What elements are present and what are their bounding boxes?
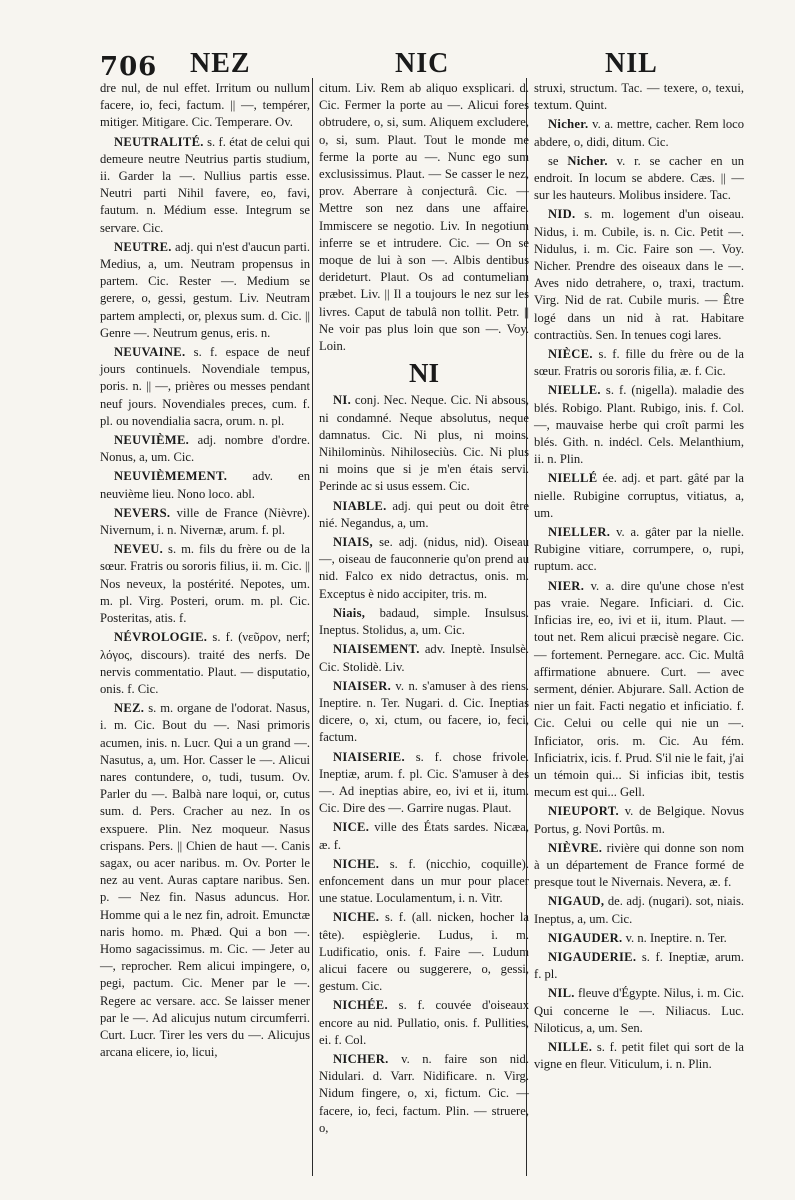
headword: NIAISER. [333, 678, 392, 693]
dictionary-entry [319, 856, 529, 908]
dictionary-entry [100, 432, 310, 466]
dictionary-entry [319, 749, 529, 818]
dictionary-entry [100, 80, 310, 132]
entry-text: v. n. s'amuser à des riens. Ineptire. n. Ter. Nugari. d. Cic. Ineptias dicere, o, xi, ctum, ou facere, io, feci, factum. [319, 678, 529, 745]
dictionary-entry [534, 985, 744, 1037]
dictionary-entry [534, 578, 744, 802]
dictionary-entry [319, 678, 529, 747]
headword: NIGAUDERIE. [548, 949, 637, 964]
entry-text: v. de Belgique. Novus Portus, g. Novi Portûs. m. [534, 804, 744, 836]
headword: Nicher. [567, 153, 608, 168]
headword: NID. [548, 207, 576, 222]
headword: NIL. [548, 986, 575, 1001]
section-heading: NI [408, 358, 439, 389]
entry-text: s. f. fille du frère ou de la sœur. Fratris ou sororis filia, æ. f. Cic. [534, 347, 744, 379]
entry-text: rivière qui donne son nom à un département de France formé de presque tout le Nivernais. Nevera, æ. f. [534, 840, 744, 890]
dictionary-entry [100, 239, 310, 342]
running-head-left: NEZ [190, 48, 251, 79]
entry-text: fleuve d'Égypte. Nilus, i. m. Cic. Qui concerne le —. Niliacus. Luc. Niloticus, a, um. Sen. [534, 986, 744, 1035]
entry-text: s. f. espace de neuf jours continuels. Novendiale tempus, poris. n. || —, prières ou messes pendant neuf jours. Novendiales preces, cum. f. pl. ou novendialia sacra, orum. n. pl. [100, 345, 310, 428]
dictionary-entry [100, 629, 310, 698]
headword: NICHER. [333, 1051, 389, 1066]
page-header [0, 0, 795, 80]
headword: NIELLER. [548, 525, 611, 540]
dictionary-entry [319, 819, 529, 853]
dictionary-entry [100, 344, 310, 430]
headword: NEVEU. [114, 542, 164, 557]
dictionary-entry [319, 641, 529, 675]
entry-text: s. f. Ineptiæ, arum. f. pl. [534, 949, 744, 982]
column-2 [319, 80, 529, 1139]
dictionary-entry [534, 470, 744, 522]
headword: NEZ. [114, 701, 145, 716]
entry-text: s. f. état de celui qui demeure neutre Neutrius partis studium, ii. Garder la —. Nullius partis esse. Neutri parti Nihil favere, eo, favi, fautum. n. Médium esse. Integrum se servare. Cic. [100, 134, 310, 235]
headword: NIAISEMENT. [333, 642, 420, 657]
entry-text: s. m. organe de l'odorat. Nasus, i. m. Cic. Bout du —. Nasi primoris acumen, inis. n. Lucr. Qui a un grand —. Nasutus, a, um. Hor. Casser le —. Alicui nares contundere, o, tudi, tusum. Ov. Parler du —. Balbà nare loqui, or, cutus sum. d. Pers. Cracher au nez. In os exspuere. Plin. Nez moqueur. Nasus crispans. Pers. || Chien de haut —. Canis sagax, ou acer naribus. m. Ov. Porter le nez au vent. Auras captare naribus. Sen. p. — Nez fin. Nasus aduncus. Hor. Homme qui a le nez fin, adroit. Emunctæ naris homo. m. Phæd. Qui a bon —. Homo sagacissimus. m. Cic. — Jeter au —, reprocher. Rem alicui impingere, o, pegi, pactum. Cic. Mener par le —. Regere ac versare. acc. Se laisser mener par le —. Ad alicujus nutum circumferri. Curt. Lucr. Tirer les vers du —. Alicujus arcana elicere, io, licui, [100, 701, 310, 1060]
headword: NI. [333, 393, 352, 408]
headword: NIEUPORT. [548, 804, 619, 819]
dictionary-entry [319, 392, 529, 495]
entry-text: v. a. mettre, cacher. Rem loco abdere, o, didi, ditum. Cic. [534, 117, 744, 149]
headword: NICHÉE. [333, 998, 388, 1013]
entry-text: adj. qui peut ou doit être nié. Negandus, a, um. [319, 498, 529, 530]
dictionary-entry [534, 382, 744, 468]
dictionary-entry [100, 505, 310, 539]
headword: NEUTRE. [114, 239, 172, 254]
headword: NILLE. [548, 1039, 593, 1054]
page-number: 706 [100, 52, 158, 82]
headword: NIABLE. [333, 498, 387, 513]
entry-text: s. f. couvée d'oiseaux encore au nid. Pullatio, onis. f. Pullities, ei. f. Col. [319, 998, 529, 1047]
headword: NICHE. [333, 856, 380, 871]
column-3 [534, 80, 744, 1075]
headword: Nicher. [548, 117, 589, 132]
entry-text: v. a. dire qu'une chose n'est pas vraie. Negare. Inficiari. d. Cic. Inficias ire, eo, ivi et ii, itum. Plaut. — tout net. Rem alicui præcisè negare. Cic. — fortement. Pernegare. acc. Cic. Multâ affirmatione abnuere. Curt. — avec serment, dénier. Abjurare. Sall. Action de nier un fait. Facti negatio et inficiatio. f. Cic. Celui ou celle qui nie un —. Inficiator, oris. m. Cic. Au fém. Inficiatrix, icis. f. Prud. S'il nie le fait, j'ai un témoin qui... Si inficias ibit, testis mecum est qui... Gell. [534, 578, 744, 800]
entry-text: s. f. chose frivole. Ineptiæ, arum. f. pl. Cic. S'amuser à des —. Ad ineptias abire, eo, ivi et ii, itum. Cic. Dire des —. Garrire nugas. Plaut. [319, 749, 529, 816]
headword: NIAISERIE. [333, 749, 405, 764]
entry-text: conj. Nec. Neque. Cic. Ni absous, ni condamné. Neque absolutus, neque damnatus. Cic. Ni plus, ni moins. Nihilominùs. Nihiloseciùs. Cic. Ni plus ni moins que si je m'en étais servi. Perinde ac si usus essem. Cic. [319, 393, 529, 494]
dictionary-entry [534, 949, 744, 983]
entry-text: badaud, simple. Insulsus. Ineptus. Stolidus, a, um. Cic. [319, 605, 529, 638]
entry-text: s. m. fils du frère ou de la sœur. Fratris ou sororis filius, ii. m. Cic. || Nos neveux, la postérité. Nepotes, um. m. pl. Virg. Posteri, orum. m. pl. Cic. Posteritas, atis. f. [100, 542, 310, 626]
column-divider-1 [312, 78, 313, 1176]
dictionary-entry [534, 206, 744, 344]
headword: NIAIS, [333, 535, 373, 550]
dictionary-entry [319, 498, 529, 532]
entry-text: adj. nombre d'ordre. Nonus, a, um. Cic. [100, 433, 310, 465]
column-1 [100, 80, 310, 1063]
entry-text: de. adj. (nugari). sot, niais. Ineptus, a, um. Cic. [534, 894, 744, 926]
headword: NEUVIÈMEMENT. [114, 469, 228, 484]
dictionary-entry [534, 1039, 744, 1073]
entry-text: s. f. (νεῦρον, nerf; λόγος, discours). traité des nerfs. De nervis commentatio. Plaut. — disputatio, onis. f. Cic. [100, 630, 310, 696]
headword: NÉVROLOGIE. [114, 630, 208, 645]
dictionary-entry [534, 840, 744, 892]
entry-text: dre nul, de nul effet. Irritum ou nullum facere, io, feci, factum. || —, tempérer, mitiger. Mitigare. Cic. Temperare. Ov. [100, 81, 310, 130]
dictionary-entry [534, 893, 744, 927]
headword: NICE. [333, 820, 370, 835]
headword: NIELLÉ [548, 471, 598, 486]
headword: NIGAUD, [548, 894, 605, 909]
headword: NIGAUDER. [548, 930, 623, 945]
entry-text: v. n. faire son nid. Nidulari. d. Varr. Nidificare. n. Virg. Nidum fingere, o, xi, fictum. Cic. — facere, io, feci, factum. Plin. — struere, o, [319, 1051, 529, 1135]
dictionary-entry [319, 80, 529, 355]
entry-text: s. f. (all. nicken, hocher la tête). espièglerie. Ludus, i. m. Ludificatio, onis. f. Faire —. Ludum alicui facere ou suggerere, o, gessi, gestum. Cic. [319, 910, 529, 994]
headword: NIELLE. [548, 383, 601, 398]
dictionary-entry [534, 80, 744, 114]
entry-text: ville de France (Nièvre). Nivernum, i. n. Nivernæ, arum. f. pl. [100, 505, 310, 538]
headword: NEVERS. [114, 505, 171, 520]
entry-text: s. f. petit filet qui sort de la vigne en fleur. Viticulum, i. n. Plin. [534, 1039, 744, 1072]
entry-text: v. r. se cacher en un endroit. In locum se abdere. Cæs. || — sur les hauteurs. Molibus insidere. Tac. [534, 153, 744, 203]
dictionary-entry [319, 997, 529, 1049]
entry-text: ville des États sardes. Nicæa, æ. f. [319, 820, 529, 852]
dictionary-entry [319, 534, 529, 603]
dictionary-entry [319, 909, 529, 995]
dictionary-entry [534, 930, 744, 947]
dictionary-entry [319, 605, 529, 639]
dictionary-entry [100, 134, 310, 237]
dictionary-entry [100, 700, 310, 1061]
dictionary-entry [534, 153, 744, 205]
headword: NEUVAINE. [114, 345, 186, 360]
entry-text: se. adj. (nidus, nid). Oiseau —, oiseau de fauconnerie qu'on prend au nid. Falco ex nido detractus, onis. m. Exceptus è nido accipiter, tris. m. [319, 535, 529, 601]
headword: Niais, [333, 605, 366, 620]
dictionary-entry [100, 468, 310, 502]
headword: NIÈVRE. [548, 840, 603, 855]
entry-text: s. f. (nicchio, coquille). enfoncement dans un mur pour placer une statue. Loculamentum, i. n. Vitr. [319, 856, 529, 906]
entry-text: s. m. logement d'un oiseau. Nidus, i. m. Cubile, is. n. Cic. Petit —. Nidulus, i. m. Cic. Faire son —. Voy. Nicher. Prendre des oiseaux dans le —. Aves nido detrahere, o, traxi, tractum. Virg. Nid de rat. Cubile muris. — Être logé dans un nid à rat. Habitare contractiùs. Sen. In tenues cogi lares. [534, 207, 744, 342]
entry-text: v. n. Ineptire. n. Ter. [622, 930, 727, 945]
entry-text: adj. qui n'est d'aucun parti. Medius, a, um. Neutram propensus in partem. Cic. Rester —. Medium se gerere, o, gessi, gestum. Liv. Neutram partem amplecti, or, plexus sum. d. Cic. || Genre —. Neutrum genus, eris. n. [100, 239, 310, 340]
running-head-middle: NIC [395, 48, 450, 79]
entry-text: v. a. gâter par la nielle. Rubigine vitiare, corrumpere, o, rupi, ruptum. acc. [534, 525, 744, 574]
headword: NICHE. [333, 910, 380, 925]
entry-text: s. f. (nigella). maladie des blés. Robigo. Plant. Rubigo, inis. f. Col. —, mauvaise herbe qui croît parmi les blés. Gith. n. indécl. Cels. Melanthium, ii. n. Plin. [534, 383, 744, 467]
entry-text: citum. Liv. Rem ab aliquo exsplicari. d. Cic. Fermer la porte au —. Alicui fores obtrudere, o, si, sum. Aliquem excludere, o, si, sum. Plaut. Tout le monde me ferme la porte au —. Nunc ego sum exclusissimus. Plaut. — Se casser le nez, prov. Aberrare à conjecturâ. Cic. — Mettre son nez dans une affaire. Immiscere se negotio. Liv. In negotium inferre se et intrudere. Cic. — On se moque de lui à son —. Albis dentibus derideturt. Plaut. Os ad contumeliam præbet. Liv. || Il a toujours le nez sur les livres. Caput de tabulâ non tollit. Petr. || Ne voir pas plus loin que son —. Voy. Loin. [319, 81, 529, 354]
entry-text: adv. en neuvième lieu. Nono loco. abl. [100, 469, 310, 501]
dictionary-entry [534, 346, 744, 380]
dictionary-entry [100, 541, 310, 627]
headword: NIÈCE. [548, 347, 593, 362]
dictionary-entry [534, 524, 744, 576]
running-head-right: NIL [605, 48, 658, 79]
headword: NEUVIÈME. [114, 433, 190, 448]
entry-prefix: se [548, 153, 568, 168]
dictionary-entry [534, 116, 744, 150]
headword: NEUTRALITÉ. [114, 134, 204, 149]
headword: NIER. [548, 578, 585, 593]
dictionary-entry [319, 1051, 529, 1137]
entry-text: adv. Ineptè. Insulsè. Cic. Stolidè. Liv. [319, 642, 529, 674]
entry-text: struxi, structum. Tac. — texere, o, texui, textum. Quint. [534, 81, 744, 113]
entry-text: ée. adj. et part. gâté par la nielle. Rubigine corruptus, vitiatus, a, um. [534, 471, 744, 520]
dictionary-entry [534, 803, 744, 837]
